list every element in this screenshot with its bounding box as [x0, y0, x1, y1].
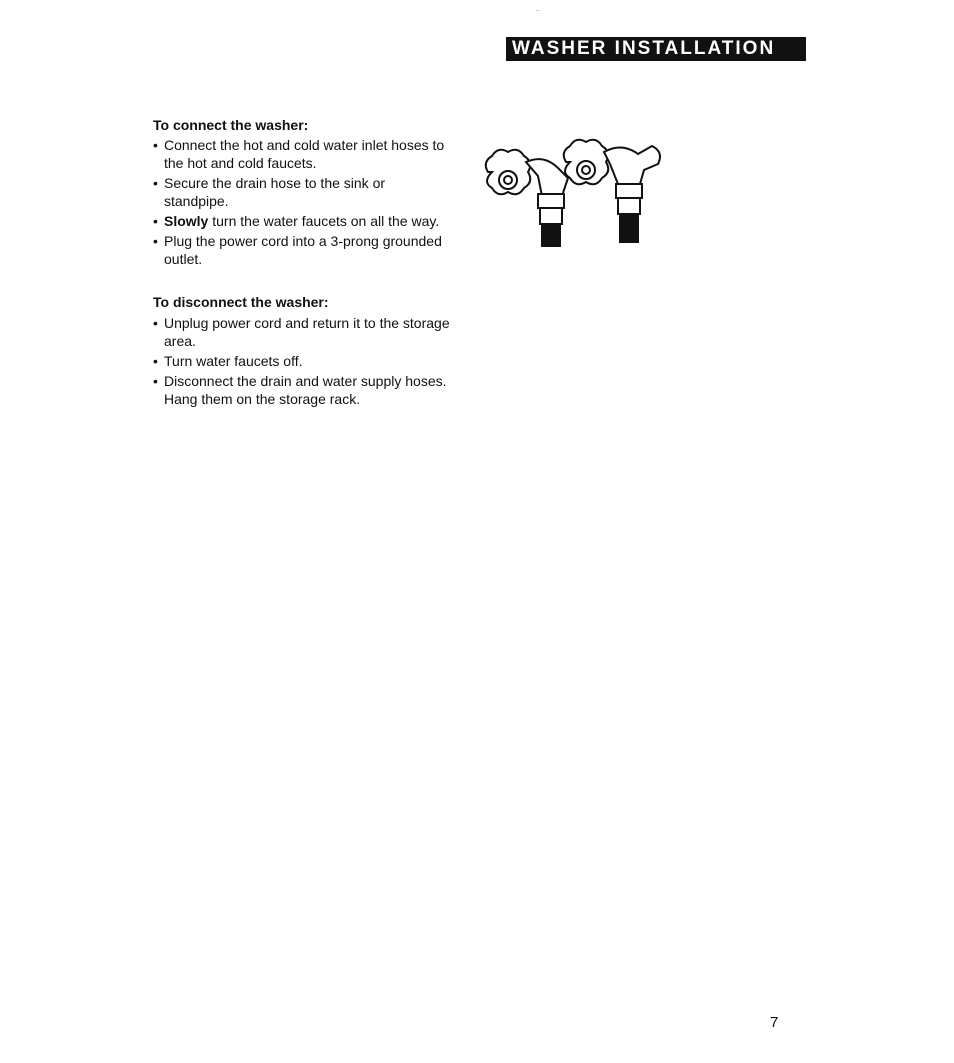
- list-item: [153, 174, 453, 210]
- connect-list: [153, 136, 453, 270]
- disconnect-item-2-text: Turn water faucets off.: [164, 353, 303, 369]
- list-item: [153, 352, 453, 370]
- disconnect-item-1-text: Unplug power cord and return it to the storage area.: [164, 315, 450, 349]
- connect-title: To connect the washer:: [153, 117, 309, 133]
- scan-mark: ..: [535, 3, 541, 13]
- section-header: WASHER INSTALLATION: [506, 37, 806, 61]
- list-item: [153, 232, 453, 268]
- connect-item-3-bold: Slowly: [164, 213, 209, 229]
- list-item: [153, 372, 453, 408]
- list-item: [153, 136, 453, 172]
- list-item: [153, 314, 453, 350]
- disconnect-list: [153, 314, 453, 410]
- water-faucets-illustration: [478, 132, 684, 256]
- connect-item-1-text: Connect the hot and cold water inlet hoses to the hot and cold faucets.: [164, 137, 445, 171]
- list-item: [153, 212, 453, 230]
- connect-item-3-text: turn the water faucets on all the way.: [208, 213, 440, 229]
- disconnect-title: To disconnect the washer:: [153, 294, 329, 310]
- connect-item-4-text: Plug the power cord into a 3-prong grounded outlet.: [164, 233, 442, 267]
- disconnect-item-3-text: Disconnect the drain and water supply hoses. Hang them on the storage rack.: [164, 373, 447, 407]
- connect-item-2-text: Secure the drain hose to the sink or standpipe.: [164, 175, 386, 209]
- page-number: 7: [770, 1014, 779, 1031]
